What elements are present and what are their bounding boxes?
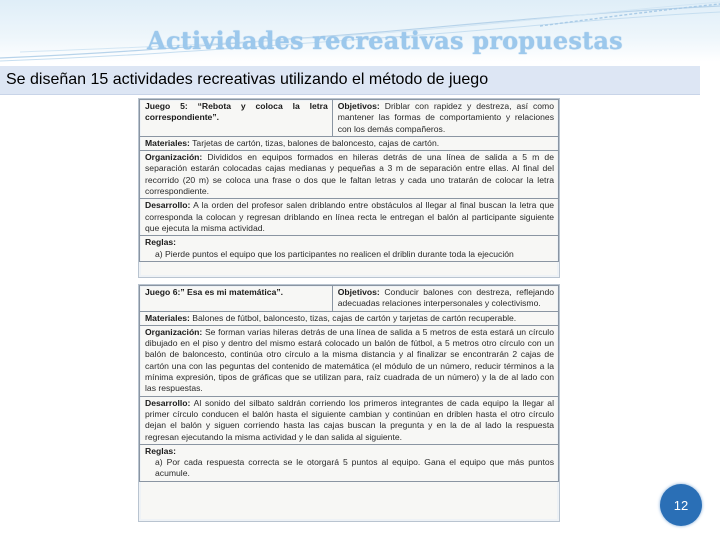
game5-name: Juego 5: “Rebota y coloca la letra correspondiente”. — [145, 101, 328, 123]
game6-name: Juego 6:” Esa es mi matemática”. — [145, 287, 284, 297]
game6-rule-item: a) Por cada respuesta correcta se le otorgará 5 puntos al equipo. Gana el equipo que más puntos acumule. — [155, 457, 554, 479]
game5-materials-cell — [140, 136, 559, 150]
game6-materials-cell — [140, 311, 559, 325]
game5-development-cell — [140, 199, 559, 236]
game6-organization-label: Organización: — [145, 326, 203, 337]
game6-materials: Balones de fútbol, baloncesto, tizas, cajas de cartón y tarjetas de cartón recuperable. — [192, 312, 517, 323]
game6-objectives: Conducir balones con destreza, reflejando adecuadas relaciones interpersonales y colectivismo. — [337, 287, 554, 309]
page-number: 12 — [673, 497, 689, 513]
game5-materials-label: Materiales: — [145, 137, 190, 148]
game5-table — [139, 99, 559, 262]
game5-scan — [138, 98, 560, 278]
game6-objectives-cell — [332, 286, 558, 312]
game6-development-label: Desarrollo: — [145, 397, 191, 408]
slide-subtitle: Se diseñan 15 actividades recreativas utilizando el método de juego — [6, 71, 489, 88]
game6-objectives-label: Objetivos: — [337, 287, 380, 297]
game6-organization: Se forman varias hileras detrás de una línea de salida a 5 metros de esta estará un círculo dibujado en el piso y dentro del mismo estará colocado un balón de fútbol, a 5 metros otro círculo con un balón de baloncesto, continúa otro círculo a la misma distancia y al finalizar se encontrarán 2 cajas de cartón una con las peguntas del contenido de matemática (el módulo de un número, reducir términos a la mínima expresión, tipos de gráficas que se utilizan para, raíz cuadrada de un número) y la de al lado con las respuestas. — [145, 326, 554, 394]
game6-rules-label: Reglas: — [145, 445, 177, 456]
game6-materials-label: Materiales: — [145, 312, 190, 323]
game5-rules-cell — [140, 236, 559, 262]
game6-rules-cell — [140, 444, 559, 481]
game5-organization-cell — [140, 151, 559, 199]
game5-materials: Tarjetas de cartón, tizas, balones de baloncesto, cajas de cartón. — [192, 137, 440, 148]
game5-organization: Divididos en equipos formados en hileras detrás de una línea de salida a 5 m de separación estarán colocadas cajas medianas y pequeñas a 3 m de separación entre ellas. Al final del recorrido (20 m) se coloca una frase o dos que le faltan letras y cada uno tratarán de colocar la letra correspondiente. — [145, 152, 554, 197]
game5-name-cell — [140, 100, 333, 137]
page-number-badge — [660, 484, 702, 526]
game6-table — [139, 285, 559, 482]
game5-organization-label: Organización: — [145, 152, 203, 163]
game5-objectives-cell — [332, 100, 558, 137]
game5-rules-label: Reglas: — [145, 237, 177, 248]
slide-header — [0, 0, 720, 62]
subtitle-bar — [0, 66, 700, 95]
game6-development-cell — [140, 396, 559, 444]
game6-name-cell — [140, 286, 333, 312]
slide-title: Actividades recreativas propuestas — [147, 26, 623, 55]
game5-objectives: Driblar con rapidez y destreza, así como mantener las formas de comportamiento y relaciones con los demás compañeros. — [337, 101, 554, 134]
game6-organization-cell — [140, 325, 559, 396]
game6-scan — [138, 284, 560, 522]
game5-development-label: Desarrollo: — [145, 200, 191, 211]
game5-rule-item: a) Pierde puntos el equipo que los participantes no realicen el driblin durante toda la ejecución — [155, 248, 514, 259]
game5-objectives-label: Objetivos: — [337, 101, 380, 111]
game6-development: Al sonido del silbato saldrán corriendo los primeros integrantes de cada equipo la llegar al primer círculo conducen el balón hasta el siguiente cambian y continúan en driblen hasta el otro círculo dejan el balón y siguen corriendo hasta las cajas buscan la pregunta y en la de al lado la respuesta regresan ejecutando la misma actividad y le dan salida al siguiente. — [145, 397, 554, 442]
game5-development: A la orden del profesor salen driblando entre obstáculos al llegar al final buscan la letra que corresponda la colocan y regresan driblando en línea recta le entregan el balón al participante siguiente que ejecuta la misma actividad. — [145, 200, 554, 233]
